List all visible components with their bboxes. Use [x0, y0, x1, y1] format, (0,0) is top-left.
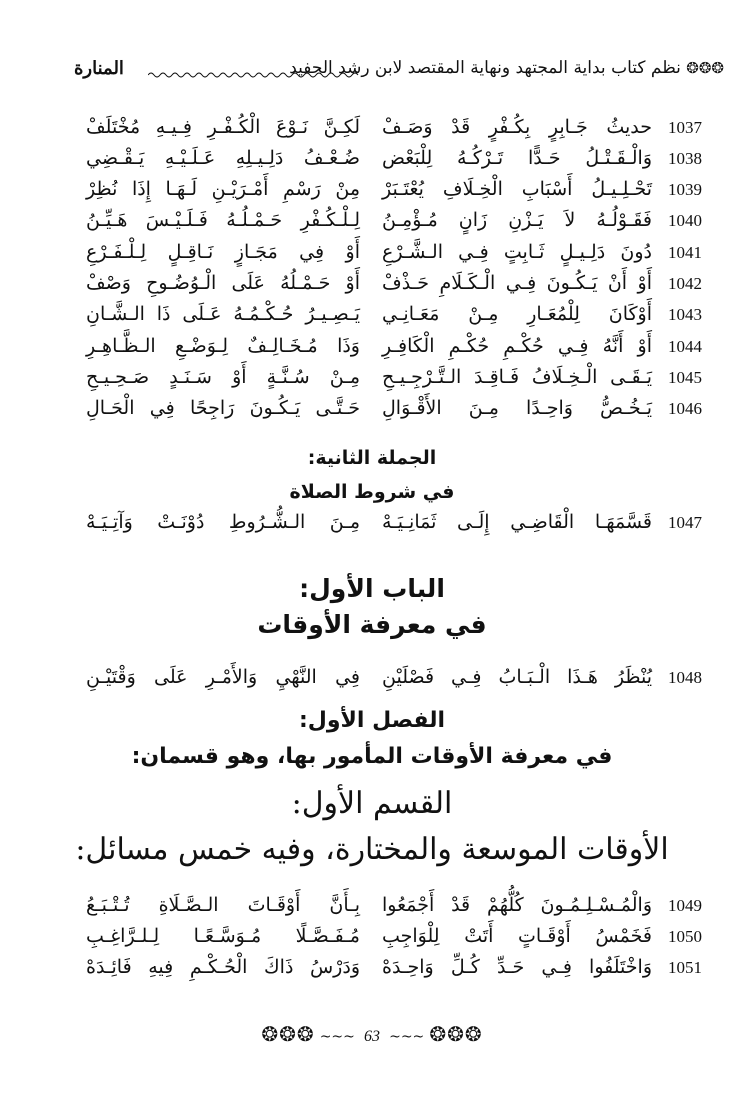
verse-number: 1046 [668, 399, 702, 418]
section-heading: الجملة الثانية: [307, 447, 437, 469]
footer-ornament-left: ❂❂❂ [261, 1022, 315, 1046]
verse-row [0, 513, 744, 543]
verse-row [0, 399, 744, 429]
verse-row [0, 896, 744, 926]
book-title: نظم كتاب بداية المجتهد ونهاية المقتصد لابن رشد الحفيد [289, 58, 681, 78]
verse-row [0, 149, 744, 179]
verse-second-hemistich: فِي النَّهْيِ وَالأَمْـرِ عَلَى وَقْتَيْـنِ [86, 666, 360, 688]
verse-second-hemistich: مُـفَـصَّـلًا مُـوَسَّـعًـا لِـلـرَّاغِـبِ [86, 925, 360, 947]
verse-number: 1048 [668, 668, 702, 687]
verse-number: 1045 [668, 368, 702, 387]
section-subheading: في شروط الصلاة [289, 481, 455, 503]
verse-second-hemistich: أَوْ فِي مَجَـازٍ نَـاقِـلٍ لِـلْـفَـرْعِ [86, 241, 360, 263]
qism-heading: القسم الأول: [291, 786, 453, 821]
verse-second-hemistich: يَـصِـيـرُ حُـكْـمُـهُ عَـلَى ذَا الـشَّـانِ [86, 303, 360, 325]
verse-first-hemistich: وَالْـقَـتْـلُ حَـدًّا تَـرْكُـهُ لِلْبَعْض [382, 147, 652, 169]
verse-number: 1043 [668, 305, 702, 324]
verse-row [0, 958, 744, 988]
footer-dash-right: ~~~ [389, 1029, 425, 1045]
verse-second-hemistich: بِـأَنَّ أَوْقَـاتَ الـصَّـلَاةِ تُـتْـبَـعُ [86, 894, 360, 916]
verse-number: 1041 [668, 243, 702, 262]
verse-second-hemistich: مِنْ رَسْمِ أَمْـرَيْـنِ لَـهَـا إِذَا نُظِرْ [86, 178, 360, 200]
verse-row [0, 368, 744, 398]
verse-second-hemistich: لَكِـنَّ نَـوْعَ الْكُـفْـرِ فِـيـهِ مُخْتَلَفْ [86, 116, 360, 138]
verse-row [0, 305, 744, 335]
verse-number: 1044 [668, 337, 702, 356]
footer-dash-left: ~~~ [319, 1029, 355, 1045]
verse-first-hemistich: وَاخْتَلَفُوا فِـي حَـدِّ كُـلِّ وَاحِـدَهْ [382, 956, 652, 978]
verse-number: 1039 [668, 180, 702, 199]
qism-subheading: الأوقات الموسعة والمختارة، وفيه خمس مسائل: [75, 832, 669, 867]
verse-row [0, 211, 744, 241]
chapter-subheading: في معرفة الأوقات [257, 610, 487, 639]
verse-first-hemistich: حديثُ جَـابِرٍ بِكُـفْرٍ قَدْ وَصَـفْ [382, 116, 652, 138]
verse-row [0, 927, 744, 957]
page-number: 63 [364, 1028, 380, 1045]
verse-first-hemistich: يَـخُـصُّ وَاحِـدًا مِـنَ الأَقْـوَالِ [382, 397, 652, 419]
verse-second-hemistich: حَـتَّـى يَـكُـونَ رَاجِحًا فِي الْحَـالِ [86, 397, 360, 419]
verse-second-hemistich: لِـلْـكُـفْرِ حَـمْـلُـهُ فَـلَـيْـسَ هَـيِّـنُ [86, 209, 360, 231]
verse-number: 1049 [668, 896, 702, 915]
verse-first-hemistich: أَوْ أَنْ يَـكُـونَ فِـي الْـكَـلَامِ حَـذْفْ [382, 272, 652, 294]
verse-number: 1037 [668, 118, 702, 137]
verse-first-hemistich: يُنْظَرُ هَـذَا الْـبَـابُ فِـي فَصْلَيْنِ [382, 666, 652, 688]
verse-second-hemistich: أَوْ حَـمْـلُهُ عَلَى الْـوُضُـوحِ وَصْفْ [86, 272, 360, 294]
verse-first-hemistich: أَوْ أَنَّهُ فِـي حُكْـمِ حُكْـمِ الْكَافِـرِ [382, 335, 652, 357]
verse-row [0, 180, 744, 210]
verse-first-hemistich: وَالْمُـسْـلِـمُـونَ كُلُّهُمْ قَدْ أَجْمَعُوا [382, 894, 652, 916]
verse-number: 1042 [668, 274, 702, 293]
verse-number: 1051 [668, 958, 702, 977]
verse-number: 1050 [668, 927, 702, 946]
header-ornament: ❂❂❂ [686, 59, 724, 77]
verse-row [0, 668, 744, 698]
verse-first-hemistich: تَحْـلِـيـلُ أَسْبَابِ الْخِـلَافِ يُعْتَـبَرْ [382, 178, 652, 200]
verse-second-hemistich: وَذَا مُـخَـالِـفٌ لِـوَضْـعِ الـظَّـاهِـرِ [86, 335, 360, 357]
verse-first-hemistich: دُونَ دَلِـيـلٍ ثَـابِتٍ فِـي الـشَّـرْعِ [382, 241, 652, 263]
verse-row [0, 274, 744, 304]
verse-row [0, 118, 744, 148]
verse-first-hemistich: قَسَّمَهَـا الْقَاضِـي إِلَـى ثَمَانِـيَـهْ [382, 511, 652, 533]
footer-ornament-right: ❂❂❂ [429, 1022, 483, 1046]
verse-second-hemistich: مِـنْ سُـنَّـةٍ أَوْ سَـنَـدٍ صَـحِـيـحِ [86, 366, 360, 388]
verse-first-hemistich: فَقَـوْلُـهُ لاَ يَـزْنِ زَانٍ مُـؤْمِـنُ [382, 209, 652, 231]
header-wave-divider [148, 70, 360, 80]
verse-row [0, 337, 744, 367]
verse-number: 1038 [668, 149, 702, 168]
verse-second-hemistich: ضُـعْـفُ دَلِـيـلِهِ عَـلَـيْـهِ يَـقْـضِي [86, 147, 360, 169]
publisher-label: المنارة [74, 58, 124, 79]
page-footer [0, 1022, 744, 1046]
verse-second-hemistich: مِـنَ الـشُّـرُوطِ دُوْنَـتْ وَآتِـيَـهْ [86, 511, 360, 533]
verse-number: 1047 [668, 513, 702, 532]
fasl-subheading: في معرفة الأوقات المأمور بها، وهو قسمان: [131, 744, 613, 769]
verse-number: 1040 [668, 211, 702, 230]
chapter-heading: الباب الأول: [299, 574, 445, 603]
verse-second-hemistich: وَدَرْسُ ذَاكَ الْحُـكْـمِ فِيهِ فَائِـدَهْ [86, 956, 360, 978]
fasl-heading: الفصل الأول: [298, 708, 446, 733]
verse-first-hemistich: أَوْكَانَ لِلْمُعَـارِ مِـنْ مَعَـانِـي [382, 303, 652, 325]
verse-row [0, 243, 744, 273]
verse-first-hemistich: يَـقَـى الْـخِـلَافُ فَـاقِـدَ الـتَّـرْجِـيـحِ [382, 366, 652, 388]
page-header [0, 58, 744, 88]
verse-first-hemistich: فَخَمْسُ أَوْقَـاتٍ أَتَتْ لِلْوَاجِبِ [382, 925, 652, 947]
